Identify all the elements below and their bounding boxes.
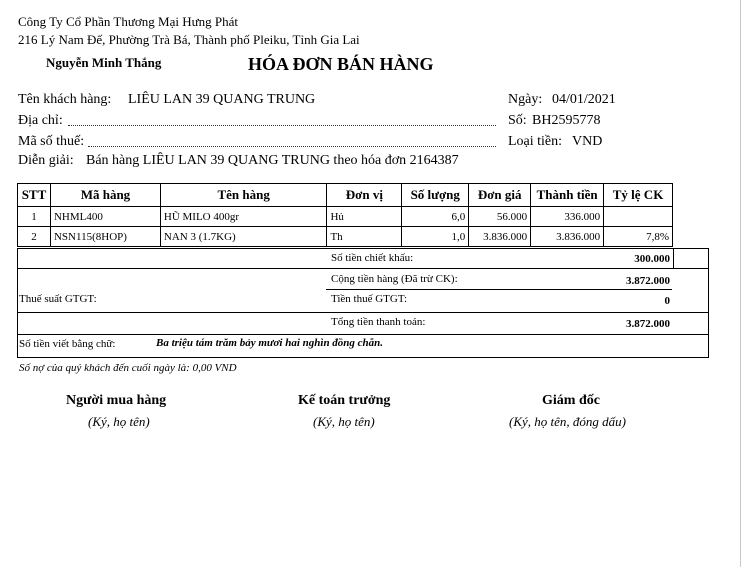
cell-code: NHML400	[50, 207, 160, 227]
discount-label: Số tiền chiết khấu:	[331, 252, 414, 264]
address-dotted-line	[68, 125, 496, 126]
signature-director-title: Giám đốc	[542, 393, 600, 408]
cell-name: NAN 3 (1.7KG)	[160, 227, 327, 247]
summary-divider	[17, 268, 708, 269]
col-header: Đơn vị	[327, 184, 402, 207]
desc-value: Bán hàng LIÊU LAN 39 QUANG TRUNG theo hóa đơn 2164387	[86, 153, 459, 168]
discount-value: 300.000	[634, 253, 670, 265]
cell-name: HŨ MILO 400gr	[160, 207, 327, 227]
signature-accountant-note: (Ký, họ tên)	[313, 414, 375, 429]
total-value: 3.872.000	[626, 318, 670, 330]
customer-value: LIÊU LAN 39 QUANG TRUNG	[128, 92, 316, 107]
cell-amount: 336.000	[531, 207, 604, 227]
signature-accountant-title: Kế toán trưởng	[298, 393, 391, 408]
vat-amount-value: 0	[664, 295, 670, 307]
vat-amount-label: Tiền thuế GTGT:	[331, 293, 408, 305]
col-header: Thành tiền	[531, 184, 604, 207]
window-edge	[740, 0, 747, 567]
date-label: Ngày:	[508, 92, 543, 107]
cell-price: 56.000	[469, 207, 531, 227]
summary-vdivider	[673, 248, 674, 268]
currency-label: Loại tiền:	[508, 134, 563, 149]
signature-buyer-note: (Ký, họ tên)	[88, 414, 150, 429]
vat-rate-label: Thuế suất GTGT:	[19, 293, 97, 305]
tax-label: Mã số thuế:	[18, 134, 85, 149]
currency-value: VND	[572, 134, 603, 149]
col-header: STT	[18, 184, 51, 207]
address-label: Địa chỉ:	[18, 113, 63, 128]
words-value: Ba triệu tám trăm bảy mươi hai nghìn đồng chẵn.	[156, 337, 384, 349]
signature-director-note: (Ký, họ tên, đóng dấu)	[509, 414, 626, 429]
summary-divider	[17, 312, 708, 313]
col-header: Tỷ lệ CK	[604, 184, 673, 207]
subtotal-label: Cộng tiền hàng (Đã trừ CK):	[331, 273, 458, 285]
invoice-title: HÓA ĐƠN BÁN HÀNG	[248, 54, 434, 74]
cell-stt: 1	[18, 207, 51, 227]
company-address: 216 Lý Nam Đế, Phường Trà Bá, Thành phố Pleiku, Tỉnh Gia Lai	[18, 32, 360, 47]
debt-line: Số nợ của quý khách đến cuối ngày là: 0,00 VND	[19, 362, 237, 374]
number-label: Số:	[508, 113, 527, 128]
number-value: BH2595778	[532, 113, 601, 128]
cell-unit: Hủ	[327, 207, 402, 227]
col-header: Đơn giá	[469, 184, 531, 207]
cell-discount: 7,8%	[604, 227, 673, 247]
table-row	[18, 227, 673, 247]
col-header: Mã hàng	[50, 184, 160, 207]
subtotal-value: 3.872.000	[626, 275, 670, 287]
cell-unit: Th	[327, 227, 402, 247]
cell-qty: 6,0	[402, 207, 469, 227]
col-header: Tên hàng	[160, 184, 327, 207]
items-table	[17, 183, 673, 247]
cell-discount	[604, 207, 673, 227]
cell-price: 3.836.000	[469, 227, 531, 247]
table-header-row	[18, 184, 673, 207]
words-label: Số tiền viết bằng chữ:	[19, 338, 116, 350]
customer-label: Tên khách hàng:	[18, 92, 112, 107]
date-value: 04/01/2021	[552, 92, 616, 107]
company-person: Nguyễn Minh Thắng	[46, 55, 162, 70]
col-header: Số lượng	[402, 184, 469, 207]
cell-stt: 2	[18, 227, 51, 247]
summary-divider	[326, 289, 672, 290]
desc-label: Diễn giải:	[18, 153, 74, 168]
company-name: Công Ty Cổ Phần Thương Mại Hưng Phát	[18, 14, 239, 29]
summary-divider	[17, 334, 708, 335]
cell-qty: 1,0	[402, 227, 469, 247]
tax-dotted-line	[88, 146, 496, 147]
signature-buyer-title: Người mua hàng	[66, 393, 167, 408]
total-label: Tổng tiền thanh toán:	[331, 316, 426, 328]
cell-code: NSN115(8HOP)	[50, 227, 160, 247]
cell-amount: 3.836.000	[531, 227, 604, 247]
table-row	[18, 207, 673, 227]
